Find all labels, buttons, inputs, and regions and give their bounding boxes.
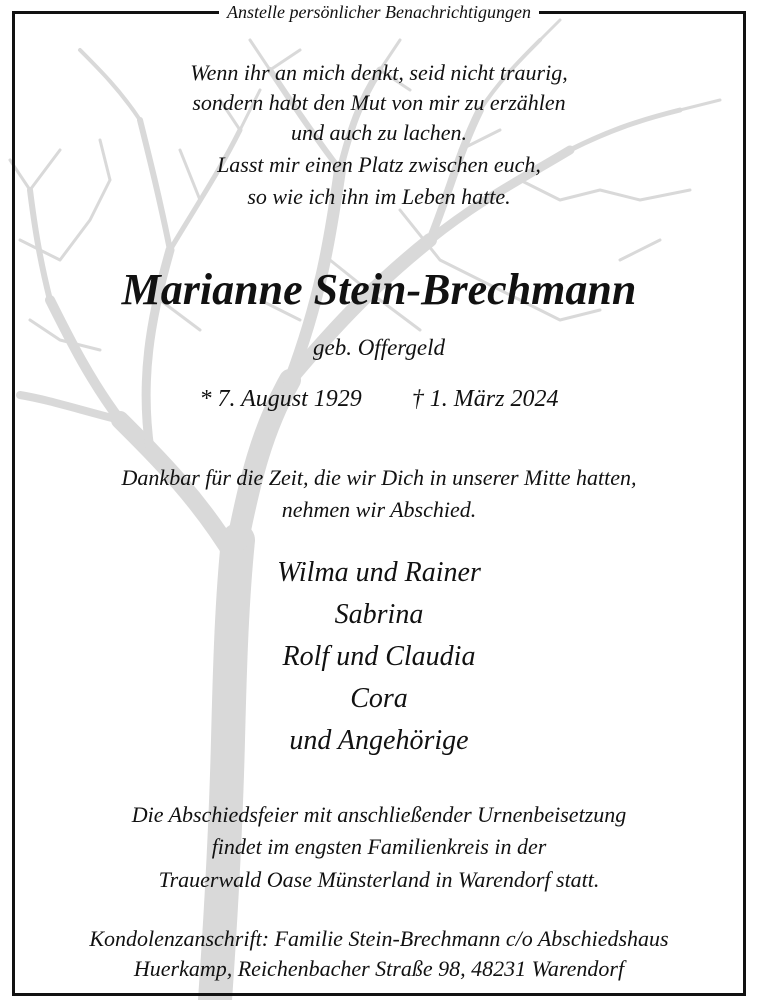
birth-name: geb. Offergeld (312, 335, 445, 360)
contact-line: Huerkamp, Reichenbacher Straße 98, 48231 Warendorf (133, 956, 625, 981)
poem-line: und auch zu lachen. (291, 120, 467, 145)
ceremony-line: findet im engsten Familienkreis in der (211, 834, 547, 859)
poem-line: Wenn ihr an mich denkt, seid nicht traurig, (190, 60, 568, 85)
thanks-line: nehmen wir Abschied. (281, 497, 477, 522)
death-date: † 1. März 2024 (411, 386, 559, 412)
notice-header: Anstelle persönlicher Benachrichtigungen (219, 0, 539, 24)
mourner-name: und Angehörige (289, 725, 469, 756)
life-dates (0, 384, 758, 414)
poem-line: so wie ich ihn im Leben hatte. (247, 184, 511, 209)
ceremony-line: Die Abschiedsfeier mit anschließender Urnenbeisetzung (131, 802, 627, 827)
poem-line: Lasst mir einen Platz zwischen euch, (217, 152, 541, 177)
contact-line: Kondolenzanschrift: Familie Stein-Brechmann c/o Abschiedshaus (89, 926, 669, 951)
ceremony-line: Trauerwald Oase Münsterland in Warendorf statt. (158, 867, 600, 892)
mourner-name: Cora (350, 683, 408, 714)
header-band (0, 0, 758, 24)
mourner-name: Rolf und Claudia (282, 641, 476, 672)
deceased-name: Marianne Stein-Brechmann (121, 265, 637, 314)
mourner-name: Wilma und Rainer (277, 557, 481, 588)
birth-date: * 7. August 1929 (199, 386, 362, 412)
mourner-name: Sabrina (334, 599, 424, 630)
thanks-line: Dankbar für die Zeit, die wir Dich in unserer Mitte hatten, (121, 465, 637, 490)
poem-line: sondern habt den Mut von mir zu erzählen (192, 90, 566, 115)
